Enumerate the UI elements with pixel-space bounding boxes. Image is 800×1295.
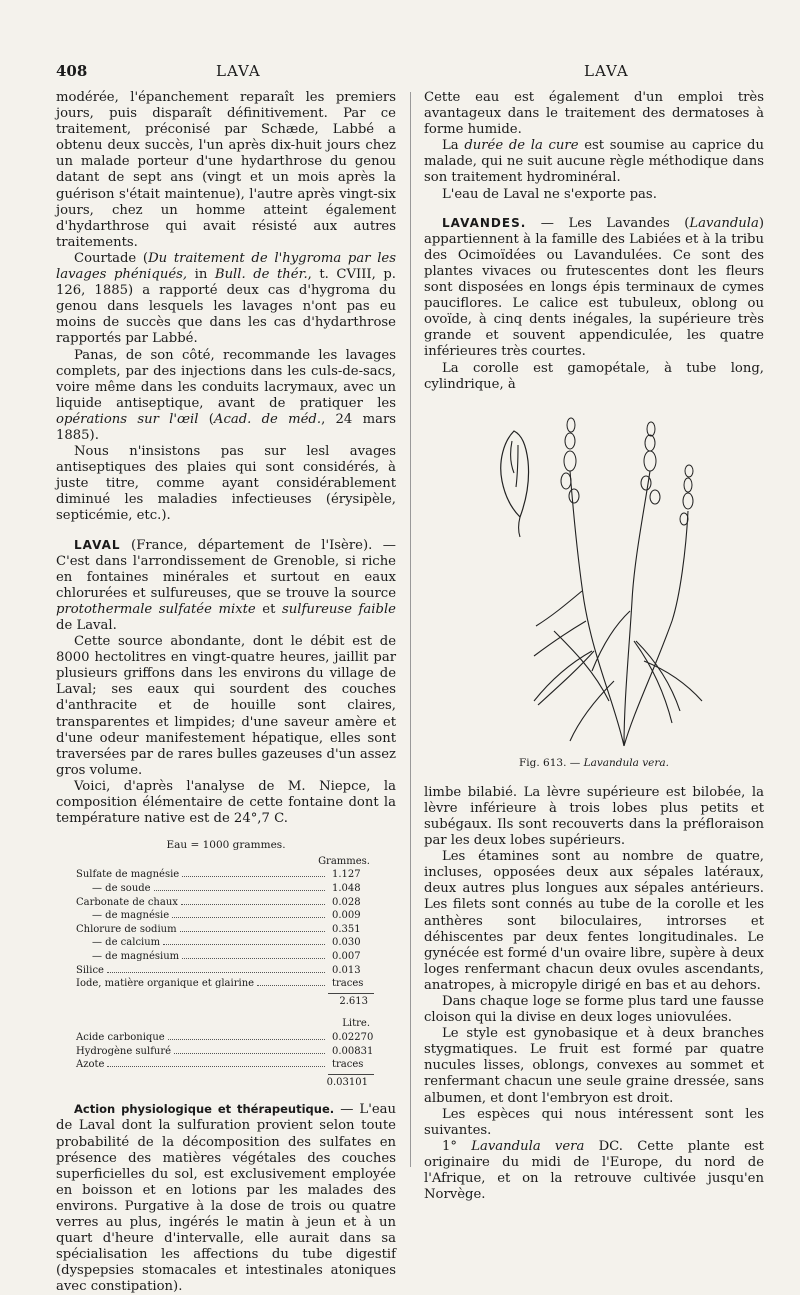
lavender-illustration (474, 401, 714, 751)
composition-substance: — de magnésium (92, 950, 180, 962)
entry-heading: LAVANDES. (442, 215, 527, 230)
running-head-right: LAVA (584, 62, 629, 80)
paragraph: Cette eau est également d'un emploi très avantageux dans le traitement des dermatoses à forme humide. (424, 90, 764, 138)
entry-heading: Action physiologique et thérapeutique. (74, 1102, 335, 1117)
page-number: 408 (56, 62, 88, 80)
lavender-figure (424, 401, 764, 771)
composition-row (76, 977, 376, 991)
left-column (56, 90, 396, 1295)
leader-dots (182, 950, 325, 959)
leader-dots (107, 964, 325, 973)
paragraph: La durée de la cure est soumise au caprice du malade, qui ne suit aucune règle méthodique dans son traitement hydrominéral. (424, 138, 764, 186)
leader-dots (181, 896, 325, 905)
composition-substance: — de soude (92, 883, 151, 894)
composition-value: 1.127 (332, 869, 361, 881)
right-column (424, 90, 764, 1203)
composition-row (76, 896, 376, 910)
composition-row (76, 950, 376, 964)
paragraph: Voici, d'après l'analyse de M. Niepce, la composition élémentaire de cette fontaine dont la température native est de 24°,7 C. (56, 778, 396, 827)
paragraph: Le style est gynobasique et à deux branches stygmatiques. Le fruit est formé par quatre nucules lisses, oblongs, convexes au sommet et renfermant chacun une seule graine dressée, sans albumen, et dont l'embryon est droit. (424, 1026, 764, 1106)
composition-table (76, 839, 376, 1089)
composition-unit: Grammes. (318, 855, 370, 867)
composition-row (76, 882, 376, 896)
paragraph: La corolle est gamopétale, à tube long, cylindrique, à (424, 360, 764, 392)
leader-dots (163, 936, 325, 945)
composition-row (76, 964, 376, 978)
composition-value: 0.02270 (332, 1031, 374, 1043)
composition-unit: Litre. (342, 1018, 370, 1030)
composition-value: 0.030 (332, 937, 361, 949)
sum-rule (328, 1074, 374, 1075)
composition-substance: Sulfate de magnésie (76, 869, 180, 881)
paragraph: Les étamines sont au nombre de quatre, incluses, opposées deux aux sépales latéraux, deux autres plus longues aux sépales antérieurs. Les filets sont connés au tube de la corolle et les anthères sont biloculaires, introrses et déhiscentes par deux fentes longitudinales. Le gynécée est formé d'un ovaire libre, supère à deux loges renfermant chacun deux ovules ascendants, anatropes, à micropyle dirigé en bas et au dehors. (424, 849, 764, 993)
composition-value: 1.048 (332, 883, 361, 894)
composition-row (76, 909, 376, 923)
paragraph: Les espèces qui nous intéressent sont les suivantes. (424, 1106, 764, 1138)
composition-row (76, 1058, 376, 1072)
composition-value: 0.009 (332, 910, 361, 922)
entry-lavandes: LAVANDES. — Les Lavandes (Lavandula) appartiennent à la famille des Labiées et à la tribu des Ocimoïdées ou Lavandulées. Ce sont des plantes vivaces ou frutescentes dont les fleurs sont disposées en longs épis terminaux de cymes pauciflores. Le calice est tubuleux, oblong ou ovoïde, à cinq dents inégales, la supérieure très grande et souvent appendiculée, les quatre inférieures très courtes. (424, 215, 764, 360)
composition-value: 0.351 (332, 923, 361, 935)
composition-substance: Azote (76, 1059, 105, 1071)
composition-value: 0.00831 (332, 1045, 374, 1057)
leader-dots (180, 923, 325, 932)
composition-value: traces (332, 978, 364, 990)
composition-substance: Chlorure de sodium (76, 923, 177, 935)
paragraph: limbe bilabié. La lèvre supérieure est bilobée, la lèvre inférieure à trois lobes plus petits et subégaux. Ils sont recouverts dans la préfloraison par les deux lobes supérieurs. (424, 784, 764, 849)
composition-caption: Eau = 1000 grammes. (166, 839, 286, 852)
entry-laval: LAVAL (France, département de l'Isère). — C'est dans l'arrondissement de Grenoble, si riche en fontaines minérales et surtout en eaux chlorurées et sulfureuses, que se trouve la source protothermale sulfatée mixte et sulfureuse faible de Laval. (56, 537, 396, 633)
composition-substance: Silice (76, 964, 104, 976)
sum-rule (328, 993, 374, 994)
composition-value: 0.028 (332, 896, 361, 908)
paragraph: Dans chaque loge se forme plus tard une fausse cloison qui la divise en deux loges uniovulées. (424, 994, 764, 1026)
paragraph: Nous n'insistons pas sur lesl avages antiseptiques des plaies qui sont considérés, à juste titre, comme ayant considérablement diminué les maladies infectieuses (érysipèle, septicémie, etc.). (56, 444, 396, 524)
composition-value: 0.007 (332, 950, 361, 962)
paragraph: L'eau de Laval ne s'exporte pas. (442, 186, 657, 202)
composition-substance: Iode, matière organique et glairine (76, 978, 255, 990)
running-head-left: LAVA (216, 62, 261, 80)
composition-row (76, 923, 376, 937)
composition-total: 2.613 (339, 995, 368, 1007)
composition-substance: Acide carbonique (76, 1031, 165, 1043)
composition-substance: Hydrogène sulfuré (76, 1045, 172, 1057)
composition-row (76, 936, 376, 950)
composition-row (76, 1031, 376, 1045)
paragraph: Courtade (Du traitement de l'hygroma par les lavages phéniqués, in Bull. de thér., t. CVIII, p. 126, 1885) a rapporté deux cas d'hygroma du genou dans lesquels les lavages n'ont pas eu moins de succès que dans les cas d'hydarthrose rapportés par Labbé. (56, 250, 396, 347)
composition-total: 0.03101 (326, 1076, 368, 1088)
composition-value: 0.013 (332, 964, 361, 976)
entry-action: Action physiologique et thérapeutique. — L'eau de Laval dont la sulfuration provient selon toute probabilité de la décomposition des sulfates en présence des matières végétales des couches superficielles du sol, est exclusivement employée en boisson et en lotions par les malades des environs. Purgative à la dose de trois ou quatre verres au plus, ingérés le matin à jeun et à un quart d'heure d'intervalle, elle aurait dans sa spécialisation les affections du tube digestif (dyspepsies stomacales et intestinales atoniques avec constipation). (56, 1102, 396, 1295)
leader-dots (257, 977, 325, 986)
column-divider (410, 92, 411, 1167)
paragraph: modérée, l'épanchement reparaît les premiers jours, puis disparaît définitivement. Par ce traitement, préconisé par Schæde, Labbé a obtenu deux succès, l'un après dix-huit jours chez un malade porteur d'une hydarthrose du genou datant de sept ans (vingt et un mois après la guérison s'était maintenue), l'autre après vingt-six jours, chez un homme atteint également d'hydarthrose qui avait résisté aux autres traitements. (56, 90, 396, 250)
leader-dots (168, 1031, 325, 1040)
composition-substance: — de magnésie (92, 910, 170, 922)
composition-value: traces (332, 1059, 364, 1071)
leader-dots (182, 868, 325, 877)
leader-dots (172, 909, 325, 918)
composition-row (76, 1045, 376, 1059)
paragraph: 1° Lavandula vera DC. Cette plante est originaire du midi de l'Europe, du nord de l'Afrique, et on la retrouve cultivée jusqu'en Norvège. (424, 1138, 764, 1203)
composition-substance: Carbonate de chaux (76, 896, 178, 908)
composition-substance: — de calcium (92, 937, 161, 949)
entry-heading: LAVAL (74, 537, 121, 552)
leader-dots (107, 1058, 325, 1067)
composition-row (76, 868, 376, 882)
leader-dots (154, 882, 325, 891)
figure-caption: Fig. 613. — Lavandula vera. (519, 756, 669, 769)
paragraph: Panas, de son côté, recommande les lavages complets, par des injections dans les culs-de-sacs, voire même dans les conduits lacrymaux, avec un liquide antiseptique, avant de pratiquer les opérations sur l'œil (Acad. de méd., 24 mars 1885). (56, 347, 397, 443)
leader-dots (174, 1045, 325, 1054)
paragraph: Cette source abondante, dont le débit est de 8000 hectolitres en vingt-quatre heures, jaillit par plusieurs griffons dans les environs du village de Laval; ses eaux qui sourdent des couches d'anthracite et de houille sont claires, transparentes et limpides; d'une saveur amère et d'une odeur manifestement hépatique, elles sont traversées par de rares bulles gazeuses d'un assez gros volume. (56, 634, 396, 778)
